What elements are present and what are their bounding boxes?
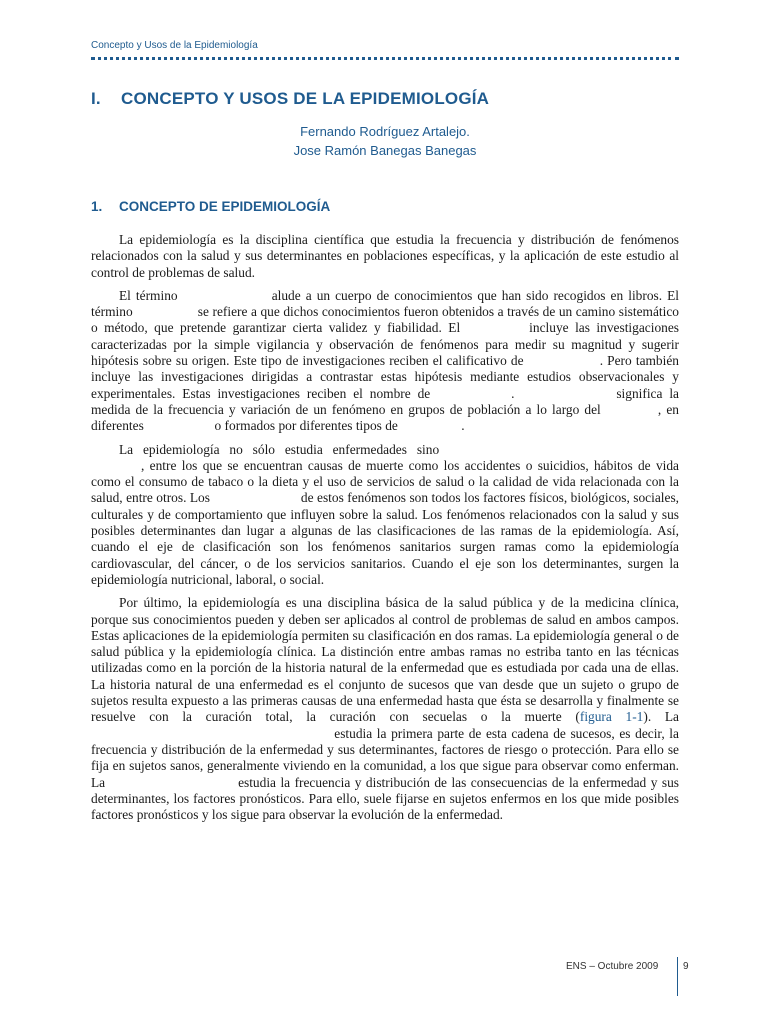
text-run: El término (119, 287, 178, 303)
authors (91, 122, 679, 160)
figure-link[interactable]: figura 1-1 (579, 709, 644, 725)
author-name: Fernando Rodríguez Artalejo. (300, 124, 470, 139)
chapter-title-text: CONCEPTO Y USOS DE LA EPIDEMIOLOGÍA (121, 89, 490, 108)
text-run: estudia la primera parte de esta cadena de sucesos, es decir, la frecuencia y distribución de la enfermedad y sus determinantes, factores de riesgo o protección. Para ello se fija en sujetos sanos, generalmente viviendo en la comunidad, a los que sigue para observar como enferman. La (91, 725, 679, 790)
header-dotted-rule (91, 57, 679, 60)
text-run: . (461, 418, 465, 434)
page-number: 9 (683, 961, 689, 972)
text-run: La epidemiología es la disciplina científica que estudia la frecuencia y distribución de fenómenos relacionados con la salud y sus determinantes en poblaciones específicas, y la aplicación de este estudio al control de problemas de salud. (91, 232, 679, 280)
text-run: estudia la frecuencia y distribución de las consecuencias de la enfermedad y sus determinantes, los factores pronósticos. Para ello, suele fijarse en sujetos enfermos en los que mide posibles factores pronósticos y los sigue para observar la evolución de la enfermedad. (91, 774, 679, 823)
footer-issue: ENS – Octubre 2009 (566, 961, 659, 972)
paragraph (91, 232, 679, 281)
text-run: de estos fenómenos son todos los factores físicos, biológicos, sociales, culturales y de comportamiento que influyen sobre la salud. Los fenómenos relacionados con la salud y sus posibles determinantes dan lugar a algunas de las clasificaciones de las ramas de la epidemiología. Así, cuando el eje de clasificación son los fenómenos sanitarios surgen ramas como la epidemiología cardiovascular, del cáncer, o de los servicios sanitarios. Cuando el eje son los determinantes, surgen la epidemiología nutricional, laboral, o social. (91, 490, 679, 587)
body-text (91, 232, 679, 830)
text-run: Por último, la epidemiología es una disciplina básica de la salud pública y de la medicina clínica, porque sus conocimientos pueden y deben ser aplicados al control de problemas de salud en ambos campos. Estas aplicaciones de la epidemiología permiten su clasificación en dos ramas. La epidemiología general o de salud pública y la epidemiología clínica. La distinción entre ambas ramas no estriba tanto en las técnicas utilizadas como en la porción de la historia natural de la enfermedad que es estudiada por cada una de ellas. La historia natural de una enfermedad es el conjunto de sucesos que van desde que un sujeto o grupo de sujetos resulta expuesto a las primeras causas de una enfermedad hasta que ésta se desarrolla y finalmente se resuelve con la curación total, la curación con secuelas o la muerte ( (91, 595, 679, 725)
author-name: Jose Ramón Banegas Banegas (293, 143, 477, 158)
text-run: ). La (643, 709, 679, 725)
text-run: La epidemiología no sólo estudia enfermedades sino (119, 441, 440, 457)
text-run: , entre los que se encuentran causas de muerte como los accidentes o suicidios, hábitos de vida como el consumo de tabaco o la dieta y el uso de servicios de salud o la calidad de vida relacionada con la salud, entre otros. Los (91, 457, 679, 506)
paragraph (91, 288, 679, 435)
text-run: alude a un cuerpo de conocimientos que han sido recogidos en libros. El término (91, 287, 680, 320)
chapter-title (91, 89, 489, 109)
section-number: 1. (91, 199, 103, 214)
text-run: se refiere a que dichos conocimientos fueron obtenidos a través de un camino sistemático o método, que pretende garantizar cierta validez y fiabilidad. El (91, 304, 679, 336)
paragraph (91, 595, 679, 823)
paragraph (91, 442, 679, 589)
text-run: incluye las investigaciones caracterizadas por la simple vigilancia y observación de fenómenos para medir su magnitud y sugerir hipótesis sobre su origen. Este tipo de investigaciones reciben el calificativo de (91, 320, 679, 369)
text-run: , en diferentes (91, 401, 679, 434)
text-run: o formados por diferentes tipos de (214, 418, 398, 434)
section-title (91, 199, 330, 214)
running-header: Concepto y Usos de la Epidemiología (91, 40, 258, 51)
text-run: significa la medida de la frecuencia y variación de un fenómeno en grupos de población a lo largo del (91, 385, 679, 417)
text-run: . Pero también incluye las investigaciones dirigidas a contrastar estas hipótesis mediante estudios observacionales y experimentales. Estas investigaciones reciben el nombre de (91, 353, 679, 401)
chapter-number: I. (91, 89, 101, 108)
text-run: . (511, 385, 515, 401)
section-title-text: CONCEPTO DE EPIDEMIOLOGÍA (119, 199, 331, 214)
footer-rule (677, 957, 678, 996)
